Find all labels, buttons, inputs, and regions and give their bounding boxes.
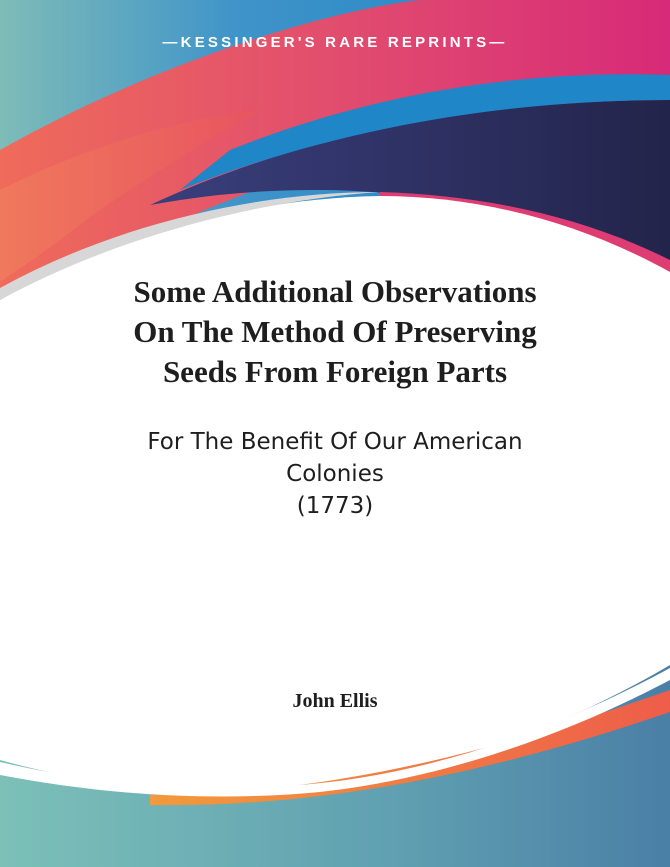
author-name: John Ellis bbox=[292, 690, 378, 712]
title-line: On The Method Of Preserving bbox=[133, 314, 537, 349]
publication-year: (1773) bbox=[296, 493, 374, 519]
publisher-banner: —KESSINGER'S RARE REPRINTS— bbox=[162, 34, 508, 51]
subtitle-line: For The Benefit Of Our American bbox=[147, 429, 523, 455]
subtitle-line: Colonies bbox=[286, 461, 384, 487]
book-subtitle bbox=[60, 426, 610, 522]
title-line: Some Additional Observations bbox=[133, 274, 537, 309]
book-title bbox=[60, 272, 610, 392]
title-line: Seeds From Foreign Parts bbox=[162, 354, 508, 389]
